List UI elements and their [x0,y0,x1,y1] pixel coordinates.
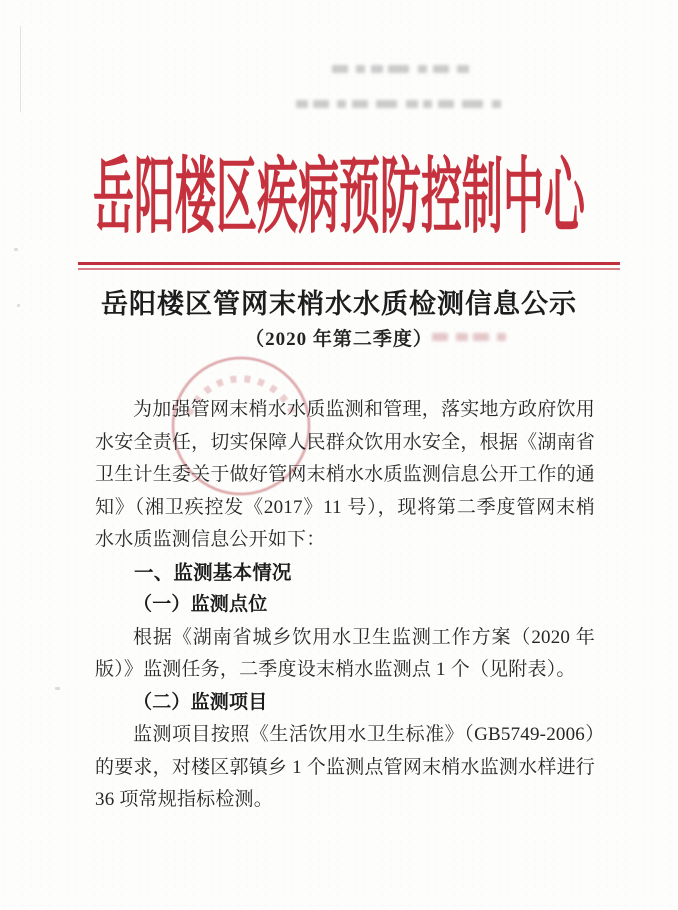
body-paragraph-monitoring-items: 监测项目按照《生活饮用水卫生标准》（GB5749-2006）的要求，对楼区郭镇乡 1 个监测点管网末梢水监测水样进行 36 项常规指标检测。 [95,724,595,810]
scan-artifact-bleedthrough-row [296,95,507,113]
scan-artifact-bleedthrough-row [332,60,474,78]
document-body [95,394,595,817]
letterhead-rule-thin [78,268,620,270]
section-heading-1: 一、监测基本情况 [134,561,292,584]
body-paragraph-monitoring-points: 根据《湖南省城乡饮用水卫生监测工作方案（2020 年版）》监测任务，二季度设末梢水监测点 1 个（见附表）。 [95,626,595,680]
document-title: 岳阳楼区管网末梢水水质检测信息公示 [101,289,577,319]
scan-artifact-dot [55,687,60,690]
letterhead-rule-thick [78,262,620,265]
letterhead-org-title: 岳阳楼区疾病预防控制中心 [93,150,585,244]
subsection-heading-1-2: （二）监测项目 [133,691,268,713]
subsection-heading-1-1: （一）监测点位 [133,594,268,615]
document-subtitle: （2020 年第二季度） [245,329,433,350]
scan-artifact-edge-line [20,26,21,112]
body-paragraph-intro: 为加强管网末梢水水质监测和管理，落实地方政府饮用水安全责任，切实保障人民群众饮用水安全，根据《湖南省卫生计生委关于做好管网末梢水水质监测信息公开工作的通知》（湘卫疾控发《2017》11 号），现将第二季度管网末梢水水质监测信息公开如下： [95,399,595,550]
